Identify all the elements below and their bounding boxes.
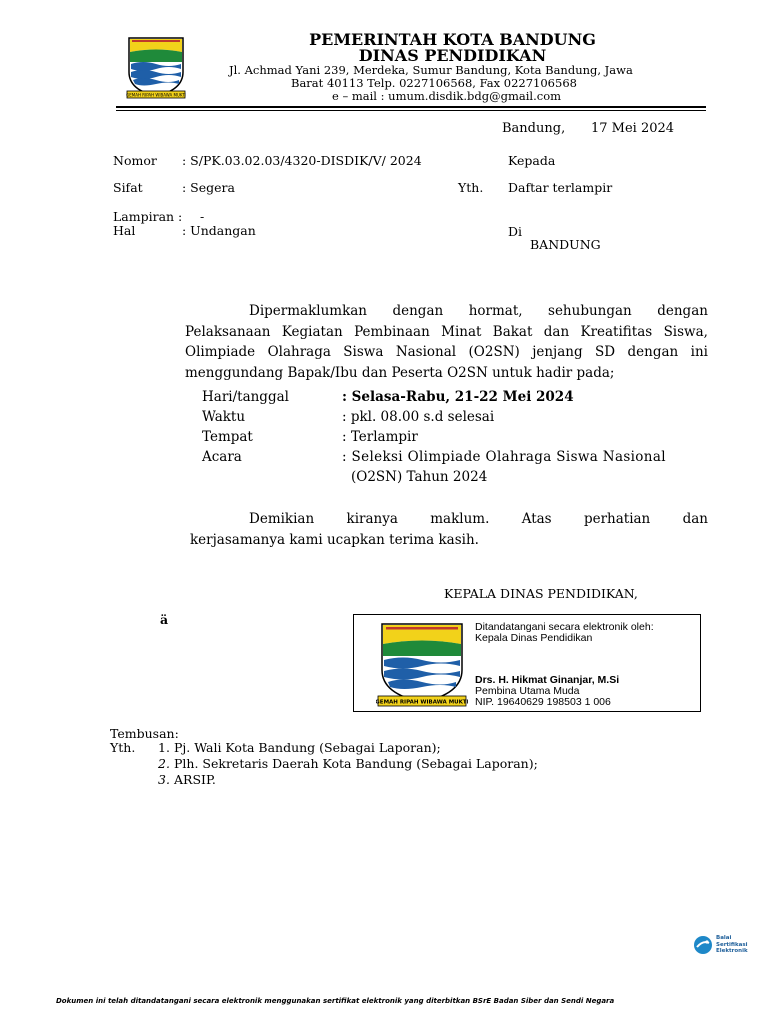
- nomor-value: : S/PK.03.02.03/4320-DISDIK/V/ 2024: [182, 153, 422, 168]
- sifat-value: : Segera: [182, 180, 235, 195]
- detail-value-acara: : Seleksi Olimpiade Olahraga Siswa Nasional: [342, 449, 666, 465]
- recipient-kepada: Kepada: [508, 153, 556, 168]
- p1-word: SD: [595, 344, 616, 360]
- header-title-2: DINAS PENDIDIKAN: [358, 46, 547, 65]
- signature-rank: Pembina Utama Muda: [475, 685, 580, 697]
- p1-word: dengan: [392, 303, 444, 319]
- header-divider-thin: [116, 110, 706, 111]
- body-paragraph-1: [185, 301, 708, 383]
- bsre-logo: [692, 934, 752, 956]
- p1-word: jenjang: [532, 344, 583, 360]
- p1-word: Kreatifitas: [580, 323, 653, 340]
- cc-item-1-text: Pj. Wali Kota Bandung (Sebagai Laporan);: [174, 740, 441, 755]
- bsre-logo-icon: [692, 934, 714, 956]
- lampiran-label: Lampiran :: [113, 209, 183, 224]
- recipient-city: BANDUNG: [530, 237, 601, 252]
- header-email: e – mail : umum.disdik.bdg@gmail.com: [332, 89, 562, 103]
- p1-word: Minat: [441, 323, 482, 340]
- p1-word: hormat,: [468, 303, 523, 319]
- date-value: 17 Mei 2024: [591, 121, 675, 136]
- cc-item-3-num: 3.: [158, 772, 170, 787]
- bsre-line-2: Sertifikasi: [716, 941, 748, 948]
- e-signature-box: [353, 614, 701, 712]
- detail-label-acara: Acara: [202, 449, 242, 465]
- p1-word: sehubungan: [548, 303, 632, 319]
- detail-label-tempat: Tempat: [202, 429, 253, 445]
- detail-value-tempat: : Terlampir: [342, 429, 418, 445]
- header-title-1: PEMERINTAH KOTA BANDUNG: [309, 30, 596, 49]
- recipient-daftar: Daftar terlampir: [508, 180, 613, 195]
- p2-word: maklum.: [430, 511, 490, 527]
- signature-line-2: Kepala Dinas Pendidikan: [475, 632, 593, 644]
- p2-word: dan: [682, 511, 708, 527]
- p1-line-1: [185, 301, 708, 322]
- p1-word: dan: [543, 323, 570, 340]
- hal-label: Hal: [113, 223, 136, 238]
- p1-word: Olahraga: [267, 344, 331, 360]
- signature-mark: ä: [160, 612, 169, 627]
- detail-label-waktu: Waktu: [202, 409, 246, 425]
- p2-line-1: [190, 509, 708, 530]
- signature-logo-motto: GEMAH RIPAH WIBAWA MUKTI: [376, 699, 468, 706]
- cc-yth: Yth.: [110, 740, 136, 755]
- detail-value-acara-cont: (O2SN) Tahun 2024: [351, 469, 488, 485]
- p1-line-3: [185, 342, 708, 363]
- p1-word: (O2SN): [468, 344, 520, 360]
- date-place: Bandung,: [502, 121, 566, 136]
- p1-word: Pembinaan: [354, 323, 430, 340]
- p1-line-2: [185, 322, 708, 343]
- p1-word: Siswa,: [663, 323, 708, 340]
- p2-line-2: kerjasamanya kami ucapkan terima kasih.: [190, 531, 479, 548]
- p1-word: Dipermaklumkan: [249, 303, 367, 319]
- p2-word: Atas: [521, 511, 552, 527]
- recipient-yth: Yth.: [458, 180, 484, 195]
- header-logo-motto: GEMAH RIPAH WIBAWA MUKTI: [126, 92, 186, 98]
- signature-nip: NIP. 19640629 198503 1 006: [475, 696, 611, 708]
- recipient-di: Di: [508, 224, 523, 239]
- detail-value-hari: : Selasa-Rabu, 21-22 Mei 2024: [342, 389, 574, 405]
- cc-item-1-num: 1.: [158, 740, 170, 755]
- p1-line-4: menggundang Bapak/Ibu dan Peserta O2SN untuk hadir pada;: [185, 364, 615, 381]
- p1-word: Pelaksanaan: [185, 323, 271, 340]
- p1-word: Bakat: [492, 323, 533, 340]
- footer-note: Dokumen ini telah ditandatangani secara elektronik menggunakan sertifikat elektronik yang diterbitkan BSrE Badan Siber dan Sendi Negara: [56, 997, 615, 1005]
- p1-word: Olimpiade: [185, 344, 256, 360]
- lampiran-value: -: [200, 209, 205, 224]
- bandung-crest-icon: [376, 620, 468, 708]
- bandung-crest-icon: [123, 34, 189, 100]
- detail-label-hari: Hari/tanggal: [202, 389, 289, 405]
- signature-line-1: Ditandatangani secara elektronik oleh:: [475, 621, 654, 633]
- header-divider: [116, 106, 706, 108]
- p2-word: kiranya: [346, 511, 398, 527]
- bsre-line-3: Elektronik: [716, 948, 748, 954]
- p1-word: dengan: [627, 344, 679, 360]
- detail-value-waktu: : pkl. 08.00 s.d selesai: [342, 409, 495, 425]
- cc-item-2-text: Plh. Sekretaris Daerah Kota Bandung (Sebagai Laporan);: [174, 756, 538, 771]
- p1-word: dengan: [657, 303, 708, 319]
- body-paragraph-2: [190, 509, 708, 550]
- signature-name: Drs. H. Hikmat Ginanjar, M.Si: [475, 674, 620, 686]
- p2-word: perhatian: [583, 511, 651, 527]
- p1-word: Nasional: [395, 344, 457, 360]
- header-logo: [123, 34, 189, 100]
- nomor-label: Nomor: [113, 153, 157, 168]
- p1-word: Siswa: [343, 344, 384, 360]
- header-address-1: Jl. Achmad Yani 239, Merdeka, Sumur Bandung, Kota Bandung, Jawa: [229, 63, 633, 77]
- p2-word: Demikian: [249, 511, 315, 527]
- hal-value: : Undangan: [182, 223, 256, 238]
- signature-position: KEPALA DINAS PENDIDIKAN,: [444, 586, 638, 601]
- cc-item-2-num: 2.: [158, 756, 170, 771]
- cc-item-3-text: ARSIP.: [174, 772, 216, 787]
- bsre-line-1: Balai: [716, 935, 732, 941]
- p1-word: ini: [690, 344, 708, 360]
- sifat-label: Sifat: [113, 180, 143, 195]
- p1-word: Kegiatan: [281, 323, 343, 340]
- signature-logo: [376, 620, 468, 708]
- cc-label: Tembusan:: [110, 726, 179, 741]
- header-address-2: Barat 40113 Telp. 0227106568, Fax 0227106568: [291, 76, 577, 90]
